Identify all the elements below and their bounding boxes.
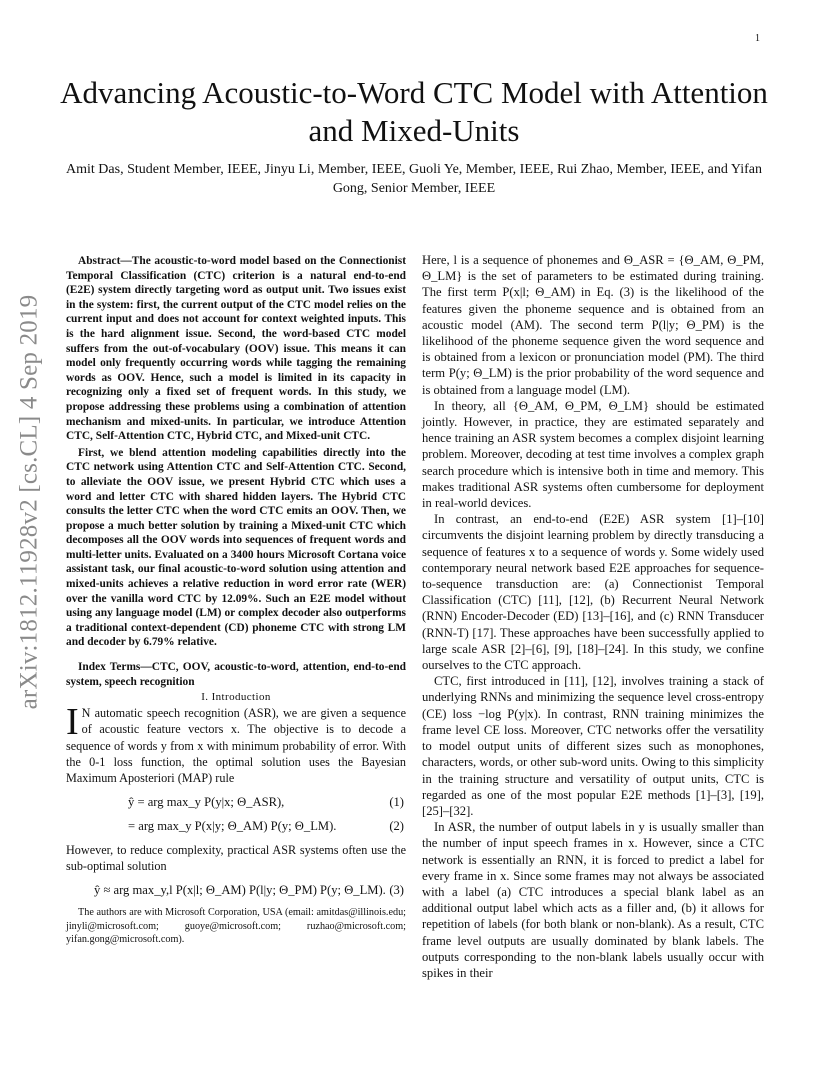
page-number: 1 xyxy=(755,33,760,44)
right-paragraph-5: In ASR, the number of output labels in y is usually smaller than the number of input speech frames in x. However, since a CTC network is essentially an RNN, it is forced to predict a label for every frame in x. Since some frames may not always be associated with a label (a) CTC introduces a special blank label as an additional output label which acts as a filler and, (b) it allows for repetition of labels (for both blank or non-blank). As a result, CTC frame level outputs are usually dominated by blank labels. The outputs corresponding to the non-blank labels usually occur with spikes in their xyxy=(422,820,764,980)
equation-1-number: (1) xyxy=(389,794,404,809)
right-paragraph-4: CTC, first introduced in [11], [12], involves training a stack of underlying RNNs and minimizing the sequence level cross-entropy (CE) loss −log P(y|x). In contrast, RNN training minimizes the frame level CE loss. Moreover, CTC networks offer the versatility to model output units of different sizes such as monophones, characters, words, or other sub-word units. Owing to this simplicity in the training structure and versatility of output units, CTC is regarded as one of the most popular E2E methods [1]–[3], [19], [25]–[32]. xyxy=(422,674,764,818)
intro-paragraph-2: However, to reduce complexity, practical ASR systems often use the sub-optimal solution xyxy=(66,842,406,874)
drop-cap: I xyxy=(66,701,79,744)
abstract-paragraph-1: Abstract—The acoustic-to-word model based on the Connectionist Temporal Classification (CTC) criterion is a natural end-to-end (E2E) system directly targeting word as output unit. Two issues exist in the system: first, the current output of the CTC model relies on the current input and does not account for context weighted inputs. This is the hard alignment issue. Second, the word-based CTC model suffers from the out-of-vocabulary (OOV) issue. This means it can model only frequently occurring words while tagging the remaining words as OOV. Hence, such a model is limited in its capacity in recognizing only a fixed set of frequent words. In this study, we propose addressing these problems using a combination of attention mechanism and mixed-units. In particular, we introduce Attention CTC, Self-Attention CTC, Hybrid CTC, and Mixed-unit CTC. xyxy=(66,255,406,443)
equation-2 xyxy=(128,818,406,834)
equation-3-number: (3) xyxy=(389,883,404,898)
author-footnote: The authors are with Microsoft Corporation, USA (email: amitdas@illinois.edu; jinyli@microsoft.com; guoye@microsoft.com; ruzhao@microsoft.com; yifan.gong@microsoft.com). xyxy=(66,907,406,946)
equation-3-body: ŷ ≈ arg max_y,l P(x|l; Θ_AM) P(l|y; Θ_PM) P(y; Θ_LM). xyxy=(94,883,386,898)
abstract-paragraph-2: First, we blend attention modeling capabilities directly into the CTC network using Attention CTC and Self-Attention CTC. Second, to alleviate the OOV issue, we present Hybrid CTC which uses a word and letter CTC with shared hidden layers. The Hybrid CTC consults the letter CTC when the word CTC emits an OOV. Then, we propose a much better solution by training a Mixed-unit CTC which decomposes all the OOV words into sequences of frequent words and multi-letter units. Evaluated on a 3400 hours Microsoft Cortana voice assistant task, our final acoustic-to-word solution using attention and mixed-units achieves a relative reduction in word error rate (WER) over the vanilla word CTC by 12.09%. Such an E2E model without using any language model (LM) or complex decoder also outperforms a traditional context-dependent (CD) phoneme CTC with strong LM and decoder by 6.79% relative. xyxy=(66,446,406,649)
author-list: Amit Das, Student Member, IEEE, Jinyu Li, Member, IEEE, Guoli Ye, Member, IEEE, Rui Zhao, Member, IEEE, and Yifan Gong, Senior Member, IEEE xyxy=(66,162,762,196)
left-column xyxy=(66,254,406,946)
abstract xyxy=(66,254,406,650)
arxiv-id: arXiv:1812.11928v2 [cs.CL] 4 Sep 2019 xyxy=(15,294,43,710)
right-paragraph-1: Here, l is a sequence of phonemes and Θ_ASR = {Θ_AM, Θ_PM, Θ_LM} is the set of parameters to be estimated during training. The first term P(x|l; Θ_AM) in Eq. (3) is the likelihood of the features given the phoneme sequence and is obtained from an acoustic model (AM). The second term P(l|y; Θ_PM) is the likelihood of the phoneme sequence given the word sequence and is obtained from a lexicon or pronunciation model (PM). The third term P(y; Θ_LM) is the prior probability of the word sequence and is obtained from a language model (LM). xyxy=(422,253,764,397)
section-heading: I. Introduction xyxy=(201,691,271,704)
right-column xyxy=(422,252,764,981)
equation-3 xyxy=(94,882,406,898)
equation-1 xyxy=(128,794,406,810)
arxiv-stamp xyxy=(8,260,50,744)
index-terms: Index Terms—CTC, OOV, acoustic-to-word, attention, end-to-end system, speech recognition xyxy=(66,661,406,688)
equation-1-body: ŷ = arg max_y P(y|x; Θ_ASR), xyxy=(128,794,285,809)
intro-paragraph-1-text: N automatic speech recognition (ASR), we are given a sequence of acoustic feature vectors x. The objective is to decode a sequence of words y from x with minimum probability of error. With the 0-1 loss function, the optimal solution uses the Bayesian Maximum Aposteriori (MAP) rule xyxy=(66,706,406,785)
right-paragraph-2: In theory, all {Θ_AM, Θ_PM, Θ_LM} should be estimated jointly. However, in practice, they are estimated separately and hence training an ASR system becomes a complex disjoint learning problem. Moreover, decoding at test time involves a complex graph search procedure which is intensive both in time and memory. This makes traditional ASR systems often cumbersome for deployment in real-world devices. xyxy=(422,398,764,511)
right-paragraph-3: In contrast, an end-to-end (E2E) ASR system [1]–[10] circumvents the disjoint learning problem by directly transducing a sequence of features x to a sequence of words y. Some widely used contemporary neural network based E2E approaches for sequence-to-sequence transduction are: (a) Connectionist Temporal Classification (CTC) [11], [12], (b) Recurrent Neural Network (RNN) Encoder-Decoder (ED) [13]–[16], and (c) RNN Transducer (RNN-T) [17]. These approaches have been successfully applied to large scale ASR [2]–[6], [9], [18]–[24]. In this study, we confine ourselves to the CTC approach. xyxy=(422,512,764,673)
equation-2-number: (2) xyxy=(389,818,404,833)
equation-2-body: = arg max_y P(x|y; Θ_AM) P(y; Θ_LM). xyxy=(128,818,337,833)
paper-title: Advancing Acoustic-to-Word CTC Model with Attention and Mixed-Units xyxy=(60,75,768,148)
intro-paragraph-1 xyxy=(66,701,406,785)
